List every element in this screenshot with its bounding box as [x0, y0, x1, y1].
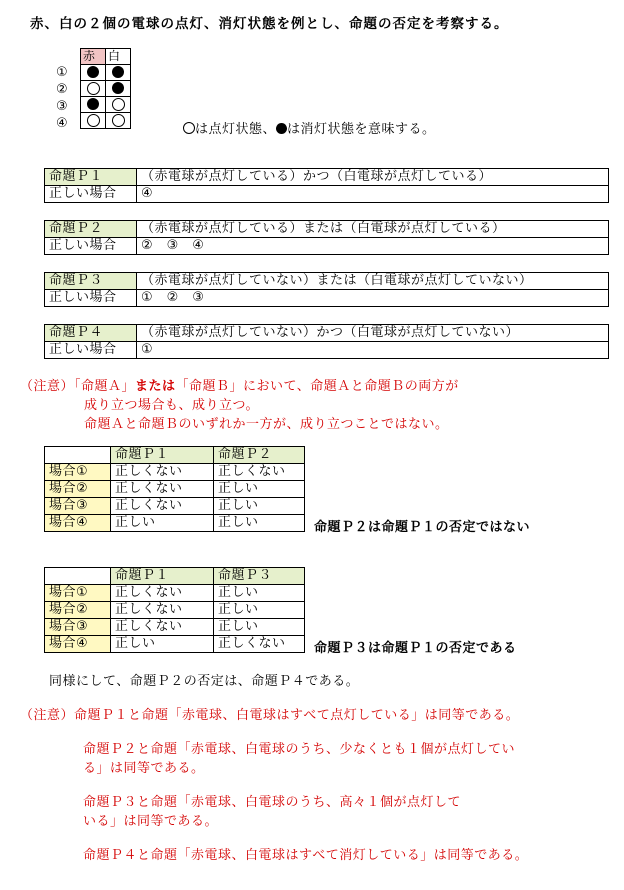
case-label: 場合④	[45, 515, 111, 532]
table-cell: 正しい	[214, 585, 305, 602]
comparison-table-p1-p2	[44, 446, 305, 532]
note1-line2: 成り立つ場合も、成り立つ。	[84, 398, 259, 413]
unlit-bulb-icon	[112, 82, 124, 94]
unlit-bulb-icon	[276, 123, 287, 134]
table-cell: 正しくない	[111, 464, 214, 481]
table-row	[45, 636, 305, 653]
bulb-cell-red	[81, 97, 106, 113]
bulb-cell-white	[106, 81, 131, 97]
prop-statement: （赤電球が点灯していない）または（白電球が点灯していない）	[137, 273, 609, 290]
prop-true-cases: ① ② ③	[137, 290, 609, 307]
column-header	[45, 568, 111, 585]
row-label: ②	[56, 82, 69, 97]
unlit-bulb-icon	[112, 66, 124, 78]
proposition-p2	[44, 220, 609, 255]
note1-bold: または	[135, 379, 176, 394]
note2-line: 命題Ｐ４と命題「赤電球、白電球はすべて消灯している」は同等である。	[83, 848, 529, 863]
proposition-p3	[44, 272, 609, 307]
lit-bulb-icon	[87, 114, 100, 127]
bulb-cell-red	[81, 65, 106, 81]
case-label: 場合②	[45, 602, 111, 619]
proposition-p4	[44, 324, 609, 359]
case-label: 場合④	[45, 636, 111, 653]
note2-line: いる」は同等である。	[83, 814, 219, 829]
table-row	[45, 498, 305, 515]
comparison-table-p1-p3	[44, 567, 305, 653]
prop-true-cases: ② ③ ④	[137, 238, 609, 255]
bulb-row	[81, 113, 131, 129]
table-cell: 正しい	[111, 636, 214, 653]
note1-prefix: （注意）「命題Ａ」	[20, 379, 136, 394]
note2-line: 命題Ｐ２と命題「赤電球、白電球のうち、少なくとも１個が点灯してい	[83, 742, 516, 757]
table-cell: 正しい	[214, 619, 305, 636]
note2-line: （注意）命題Ｐ１と命題「赤電球、白電球はすべて点灯している」は同等である。	[20, 708, 520, 723]
table-row	[45, 515, 305, 532]
similarly-text: 同様にして、命題Ｐ２の否定は、命題Ｐ４である。	[49, 674, 360, 689]
table-row	[45, 602, 305, 619]
unlit-bulb-icon	[87, 98, 99, 110]
bulb-row-labels	[56, 64, 68, 132]
table-cell: 正しい	[214, 481, 305, 498]
note2-line: 命題Ｐ３と命題「赤電球、白電球のうち、高々１個が点灯して	[83, 795, 462, 810]
verdict-p2: 命題Ｐ２は命題Ｐ１の否定ではない	[314, 520, 531, 535]
prop-true-label: 正しい場合	[45, 342, 137, 359]
note-or-definition	[20, 377, 459, 434]
prop-name: 命題Ｐ３	[45, 273, 137, 290]
proposition-p1	[44, 168, 609, 203]
table-cell: 正しい	[214, 498, 305, 515]
table-cell: 正しい	[111, 515, 214, 532]
lit-bulb-icon	[183, 122, 195, 134]
prop-true-label: 正しい場合	[45, 238, 137, 255]
bulb-cell-red	[81, 81, 106, 97]
legend	[183, 118, 436, 137]
prop-statement: （赤電球が点灯していない）かつ（白電球が点灯していない）	[137, 325, 609, 342]
bulb-grid	[80, 48, 131, 129]
prop-name: 命題Ｐ２	[45, 221, 137, 238]
prop-statement: （赤電球が点灯している）または（白電球が点灯している）	[137, 221, 609, 238]
lit-bulb-icon	[87, 82, 100, 95]
table-cell: 正しい	[214, 602, 305, 619]
table-cell: 正しくない	[111, 498, 214, 515]
table-row	[45, 619, 305, 636]
column-header: 命題Ｐ１	[111, 447, 214, 464]
row-label: ①	[56, 65, 69, 80]
prop-statement: （赤電球が点灯している）かつ（白電球が点灯している）	[137, 169, 609, 186]
row-label: ③	[56, 99, 69, 114]
case-label: 場合①	[45, 585, 111, 602]
prop-true-cases: ①	[137, 342, 609, 359]
table-row	[45, 585, 305, 602]
header-white: 白	[106, 49, 131, 65]
bulb-row	[81, 81, 131, 97]
lit-bulb-icon	[112, 98, 125, 111]
case-label: 場合③	[45, 498, 111, 515]
bulb-row	[81, 97, 131, 113]
case-label: 場合③	[45, 619, 111, 636]
table-row	[45, 464, 305, 481]
table-cell: 正しくない	[111, 619, 214, 636]
table-cell: 正しくない	[111, 585, 214, 602]
column-header	[45, 447, 111, 464]
column-header: 命題Ｐ３	[214, 568, 305, 585]
column-header: 命題Ｐ２	[214, 447, 305, 464]
note2-line: る」は同等である。	[83, 761, 205, 776]
unlit-bulb-icon	[87, 66, 99, 78]
bulb-cell-white	[106, 97, 131, 113]
verdict-p3: 命題Ｐ３は命題Ｐ１の否定である	[314, 641, 517, 656]
table-cell: 正しくない	[111, 602, 214, 619]
bulb-cell-white	[106, 113, 131, 129]
table-row	[45, 481, 305, 498]
prop-name: 命題Ｐ４	[45, 325, 137, 342]
prop-true-label: 正しい場合	[45, 290, 137, 307]
bulb-cell-red	[81, 113, 106, 129]
bulb-cell-white	[106, 65, 131, 81]
page-title: 赤、白の２個の電球の点灯、消灯状態を例とし、命題の否定を考察する。	[30, 16, 509, 32]
note1-line3: 命題Ａと命題Ｂのいずれか一方が、成り立つことではない。	[84, 417, 449, 432]
table-cell: 正しくない	[214, 636, 305, 653]
column-header: 命題Ｐ１	[111, 568, 214, 585]
lit-bulb-icon	[112, 114, 125, 127]
header-red: 赤	[81, 49, 106, 65]
bulb-row	[81, 65, 131, 81]
table-cell: 正しい	[214, 515, 305, 532]
table-cell: 正しくない	[214, 464, 305, 481]
prop-true-label: 正しい場合	[45, 186, 137, 203]
row-label: ④	[56, 116, 69, 131]
legend-on-text: は点灯状態、	[195, 122, 277, 137]
prop-true-cases: ④	[137, 186, 609, 203]
legend-off-text: は消灯状態を意味する。	[287, 122, 436, 137]
prop-name: 命題Ｐ１	[45, 169, 137, 186]
note1-rest: 「命題Ｂ」において、命題Ａと命題Ｂの両方が	[175, 379, 459, 394]
case-label: 場合②	[45, 481, 111, 498]
table-cell: 正しくない	[111, 481, 214, 498]
case-label: 場合①	[45, 464, 111, 481]
note-equivalences	[20, 706, 528, 865]
